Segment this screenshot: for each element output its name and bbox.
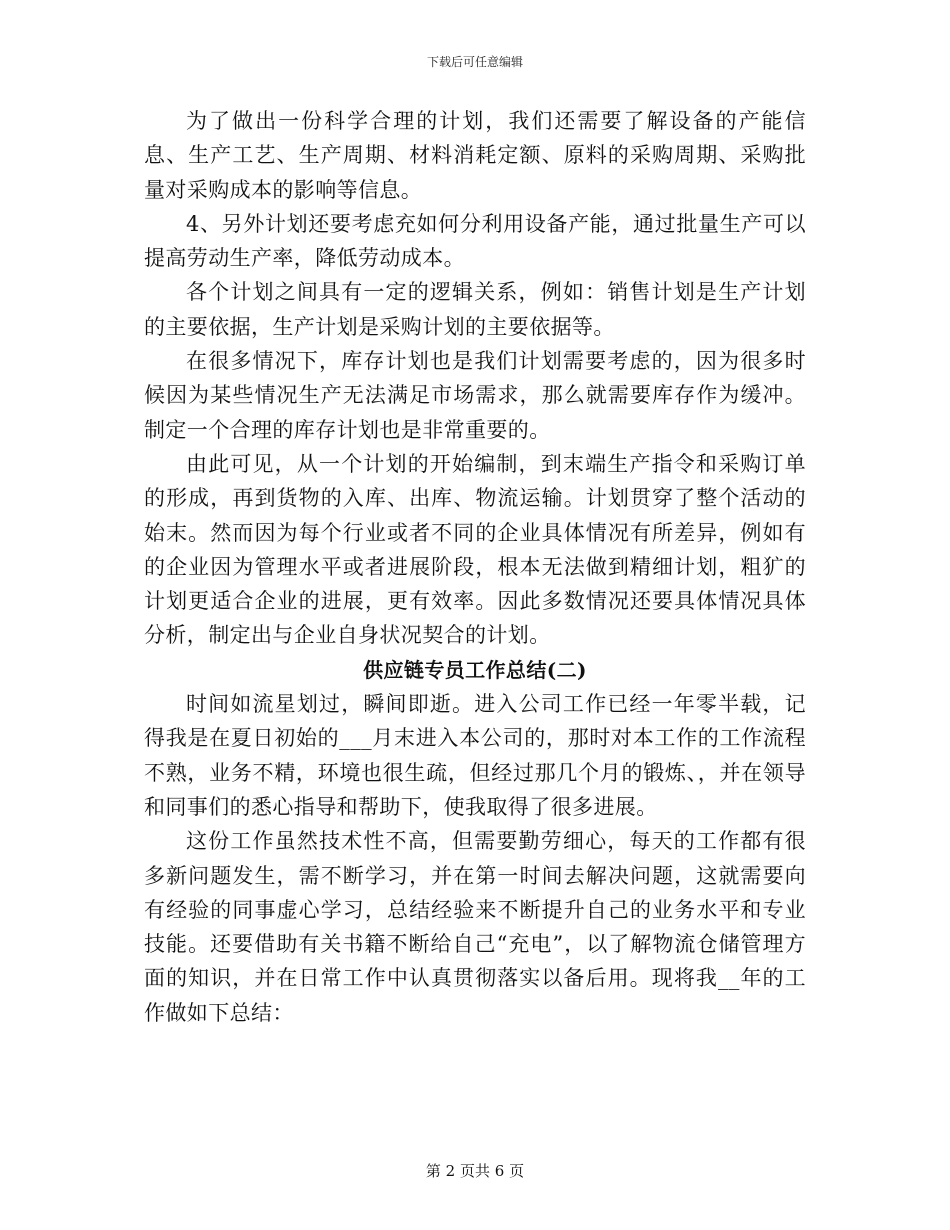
paragraph: 在很多情况下，库存计划也是我们计划需要考虑的，因为很多时候因为某些情况生产无法满足市场需求，那么就需要库存作为缓冲。制定一个合理的库存计划也是非常重要的。 [144, 349, 806, 442]
document-body [144, 104, 806, 1030]
paragraph: 4、另外计划还要考虑充如何分利用设备产能，通过批量生产可以提高劳动生产率，降低劳动成本。 [144, 211, 806, 271]
section-title: 供应链专员工作总结(二) [363, 657, 587, 682]
page-header: 下载后可任意编辑 [426, 55, 523, 69]
paragraph: 为了做出一份科学合理的计划，我们还需要了解设备的产能信息、生产工艺、生产周期、材料消耗定额、原料的采购周期、采购批量对采购成本的影响等信息。 [144, 109, 806, 202]
paragraph: 由此可见，从一个计划的开始编制，到末端生产指令和采购订单的形成，再到货物的入库、出库、物流运输。计划贯穿了整个活动的始末。然而因为每个行业或者不同的企业具体情况有所差异，例如有的企业因为管理水平或者进展阶段，根本无法做到精细计划，粗犷的计划更适合企业的进展，更有效率。因此多数情况还要具体情况具体分析，制定出与企业自身状况契合的计划。 [144, 451, 806, 648]
paragraph: 这份工作虽然技术性不高，但需要勤劳细心，每天的工作都有很多新问题发生，需不断学习，并在第一时间去解决问题，这就需要向有经验的同事虚心学习，总结经验来不断提升自己的业务水平和专业技能。还要借助有关书籍不断给自己“充电”，以了解物流仓储管理方面的知识，并在日常工作中认真贯彻落实以备后用。现将我__年的工作做如下总结： [144, 829, 806, 1025]
paragraph: 时间如流星划过，瞬间即逝。进入公司工作已经一年零半载，记得我是在夏日初始的___月末进入本公司的，那时对本工作的工作流程不熟，业务不精，环境也很生疏，但经过那几个月的锻炼、，并在领导和同事们的悉心指导和帮助下，使我取得了很多进展。 [144, 692, 806, 819]
paragraph: 各个计划之间具有一定的逻辑关系，例如：销售计划是生产计划的主要依据，生产计划是采购计划的主要依据等。 [144, 280, 806, 339]
page-footer: 第 2 页共 6 页 [425, 1162, 525, 1180]
